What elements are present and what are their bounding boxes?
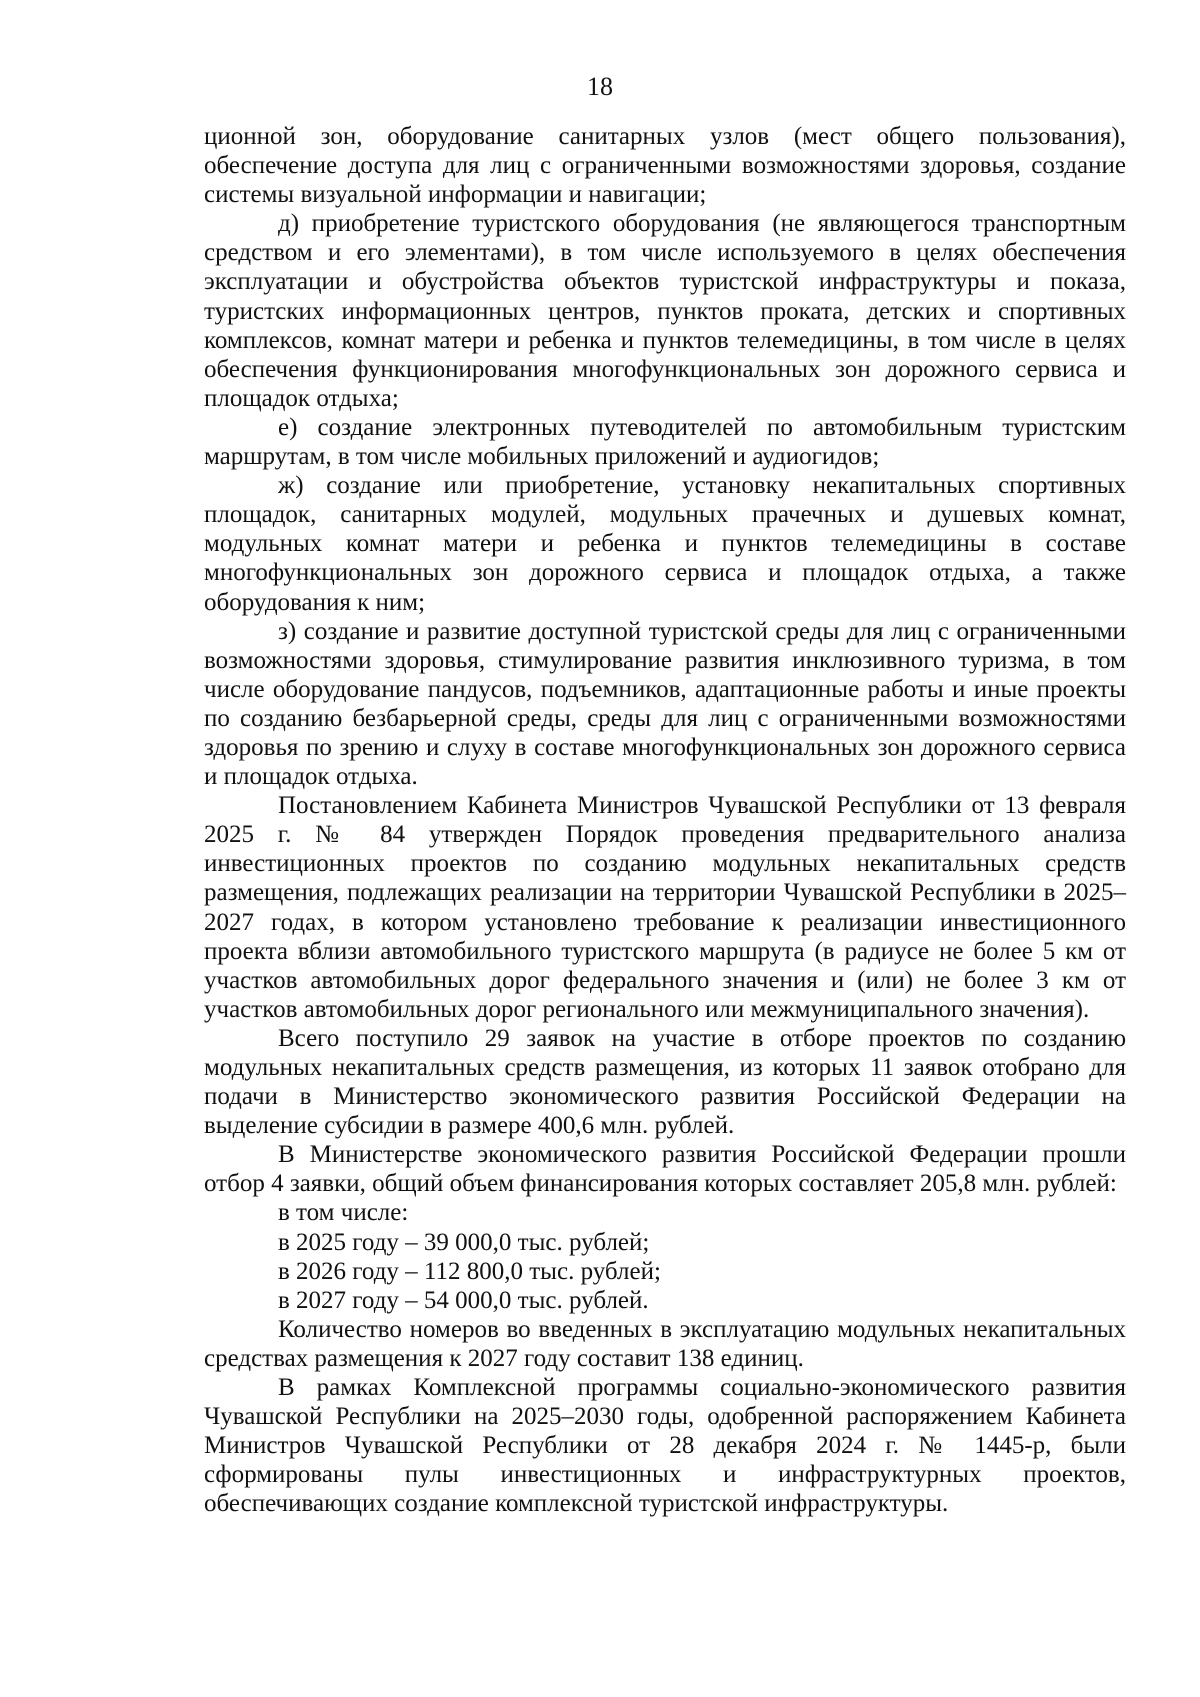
paragraph-item-d: д) приобретение туристского оборудования (не являющегося транспортным средством и его элементами), в том числе используемого в целях обеспечения эксплуатации и обустройства объектов туристской инфраструктуры и показа, туристских информационных центров, пунктов проката, детских и спортивных комплексов, комнат матери и ребенка и пунктов телемедицины, в том числе в целях обеспечения функционирования многофункциональных зон дорожного сервиса и площадок отдыха; [204,210,1126,412]
paragraph-rooms-count: Количество номеров во введенных в эксплуатацию модульных некапитальных средствах размещения к 2027 году составит 138 единиц. [204,1315,1126,1372]
paragraph-applications: Всего поступило 29 заявок на участие в отборе проектов по созданию модульных некапитальных средств размещения, из которых 11 заявок отобрано для подачи в Министерство экономического развития Российской Федерации на выделение субсидии в размере 400,6 млн. рублей. [204,1024,1126,1140]
paragraph-complex-program: В рамках Комплексной программы социально-экономического развития Чувашской Республики на 2025–2030 годы, одобренной распоряжением Кабинета Министров Чувашской Республики от 28 декабря 2024 г. № 1445-р, были сформированы пулы инвестиционных и инфраструктурных проектов, обеспечивающих создание комплексной туристской инфраструктуры. [204,1374,1126,1518]
paragraph-item-e: е) создание электронных путеводителей по автомобильным туристским маршрутам, в том числе мобильных приложений и аудиогидов; [204,413,1126,471]
paragraph-ministry-selection: В Министерстве экономического развития Российской Федерации прошли отбор 4 заявки, общий объем финансирования которых составляет 205,8 млн. рублей: [204,1141,1126,1198]
paragraph-continuation: ционной зон, оборудование санитарных узлов (мест общего пользования), обеспечение доступа для лиц с ограниченными возможностями здоровья, создание системы визуальной информации и навигации; [204,123,1126,209]
paragraph-year-2025: в 2025 году – 39 000,0 тыс. рублей; [278,1228,650,1256]
paragraph-year-2027: в 2027 году – 54 000,0 тыс. рублей. [278,1286,649,1314]
paragraph-item-z: з) создание и развитие доступной туристской среды для лиц с ограниченными возможностями здоровья, стимулирование развития инклюзивного туризма, в том числе оборудование пандусов, подъемников, адаптационные работы и иные проекты по созданию безбарьерной среды, среды для лиц с ограниченными возможностями здоровья по зрению и слуху в составе многофункциональных зон дорожного сервиса и площадок отдыха. [204,617,1126,791]
paragraph-year-2026: в 2026 году – 112 800,0 тыс. рублей; [278,1257,661,1285]
paragraph-including: в том числе: [278,1199,409,1227]
page-number: 18 [587,72,613,101]
paragraph-resolution: Постановлением Кабинета Министров Чувашской Республики от 13 февраля 2025 г. № 84 утвержден Порядок проведения предварительного анализа инвестиционных проектов по созданию модульных некапитальных средств размещения, подлежащих реализации на территории Чувашской Республики в 2025–2027 годах, в котором установлено требование к реализации инвестиционного проекта вблизи автомобильного туристского маршрута (в радиусе не более 5 км от участков автомобильных дорог федерального значения и (или) не более 3 км от участков автомобильных дорог регионального или межмуниципального значения). [204,792,1126,1023]
document-body [204,122,1126,1519]
paragraph-item-zh: ж) создание или приобретение, установку некапитальных спортивных площадок, санитарных модулей, модульных прачечных и душевых комнат, модульных комнат матери и ребенка и пунктов телемедицины в составе многофункциональных зон дорожного сервиса и площадок отдыха, а также оборудования к ним; [204,472,1126,616]
